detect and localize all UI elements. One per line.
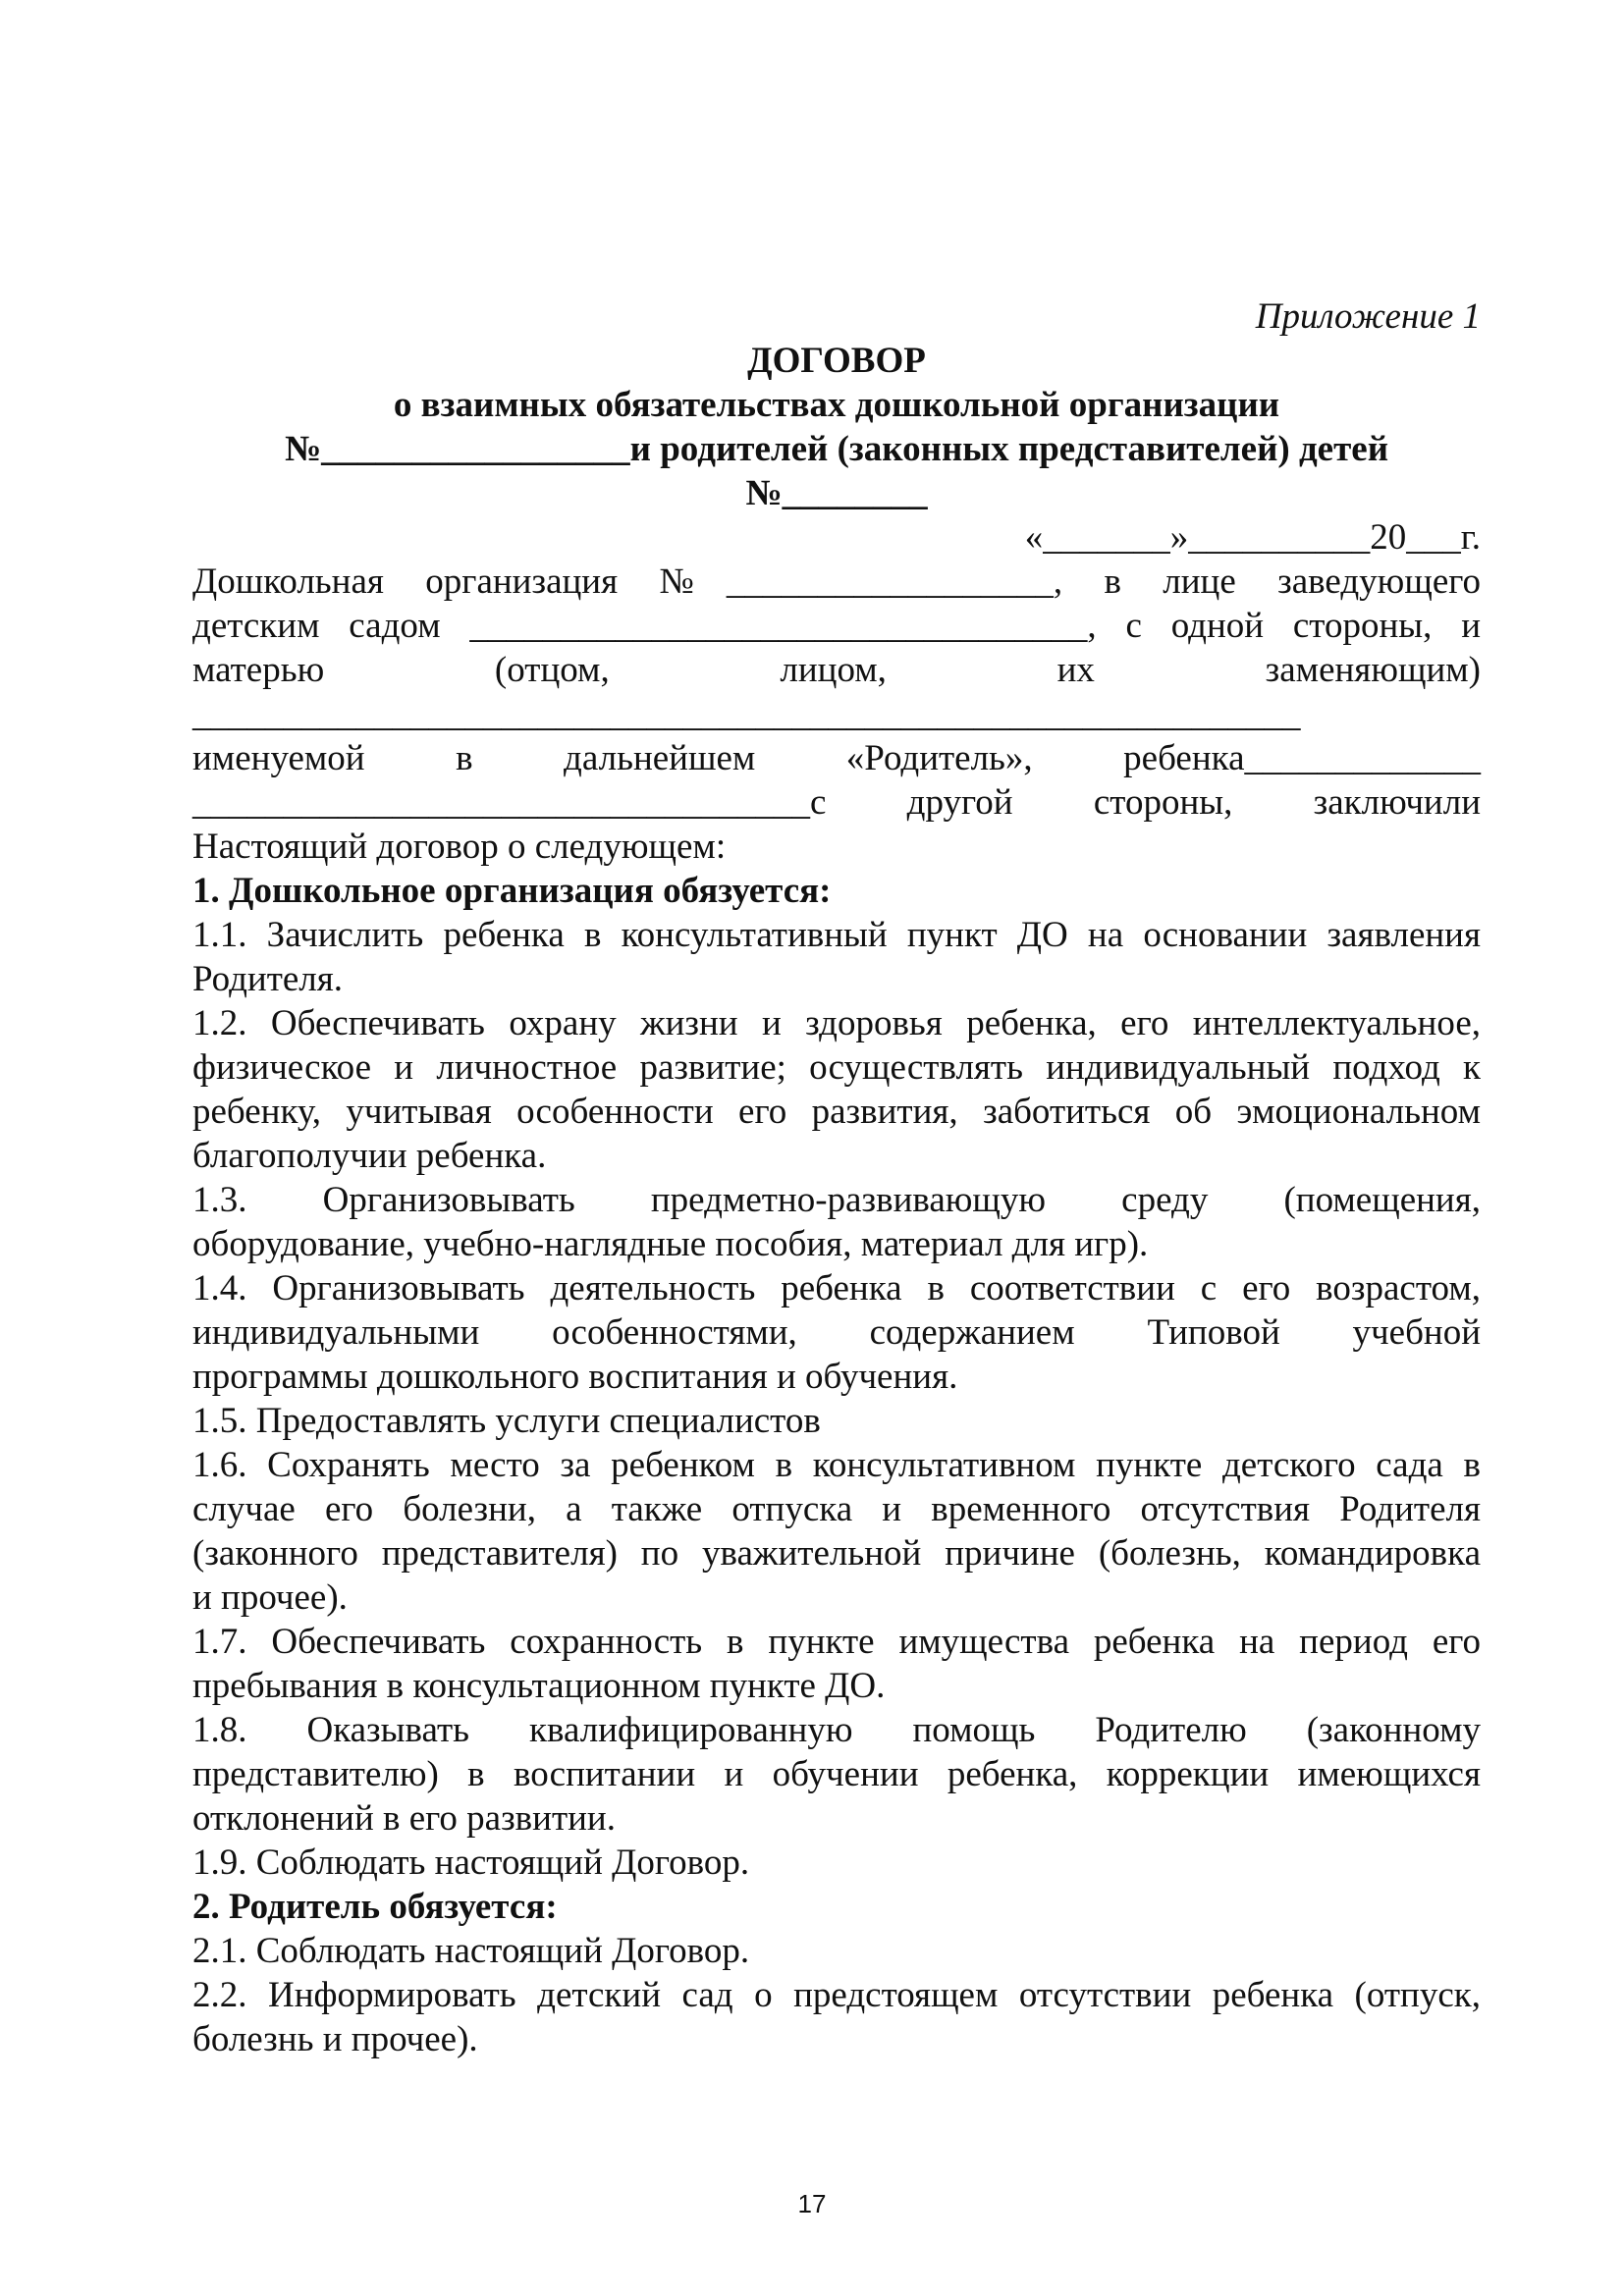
section-1-line: пребывания в консультационном пункте ДО. xyxy=(192,1666,886,1706)
section-1-line: 1.2. Обеспечивать охрану жизни и здоровья ребенка, его интеллектуальное, xyxy=(192,1003,1481,1043)
intro-line: Дошкольная организация №__________________, в лице заведующего xyxy=(192,561,1481,602)
section-1-line: 1.1. Зачислить ребенка в консультативный пункт ДО на основании заявления xyxy=(192,915,1481,955)
section-1-heading: 1. Дошкольное организация обязуется: xyxy=(192,871,832,911)
section-1-line: и прочее). xyxy=(192,1577,348,1618)
document-body xyxy=(192,294,1481,2061)
contract-date-line: «_______»__________20___г. xyxy=(1024,517,1481,558)
section-1-line: 1.4. Организовывать деятельность ребенка в соответствии с его возрастом, xyxy=(192,1268,1481,1308)
section-1-line: представителю) в воспитании и обучении ребенка, коррекции имеющихся xyxy=(192,1754,1481,1794)
section-1-line: индивидуальными особенностями, содержанием Типовой учебной xyxy=(192,1312,1481,1353)
intro-line: детским садом __________________________________, с одной стороны, и xyxy=(192,606,1481,646)
page-number: 17 xyxy=(797,2189,827,2218)
section-1-line: 1.5. Предоставлять услуги специалистов xyxy=(192,1401,821,1441)
section-2-line: 2.2. Информировать детский сад о предстоящем отсутствии ребенка (отпуск, xyxy=(192,1975,1481,2015)
section-1-line: (законного представителя) по уважительной причине (болезнь, командировка xyxy=(192,1533,1481,1574)
section-1-line: программы дошкольного воспитания и обучения. xyxy=(192,1357,958,1397)
contract-number: №________ xyxy=(745,473,928,513)
section-1-line: случае его болезни, а также отпуска и временного отсутствия Родителя xyxy=(192,1489,1481,1529)
appendix-label: Приложение 1 xyxy=(1255,296,1481,337)
intro-line: именуемой в дальнейшем «Родитель», ребенка_____________ xyxy=(192,738,1481,778)
section-1-line: 1.6. Сохранять место за ребенком в консультативном пункте детского сада в xyxy=(192,1445,1481,1485)
section-1-line: отклонений в его развитии. xyxy=(192,1798,616,1839)
section-2-line: 2.1. Соблюдать настоящий Договор. xyxy=(192,1931,750,1971)
intro-line: __________________________________с другой стороны, заключили xyxy=(192,782,1481,823)
section-1-line: оборудование, учебно-наглядные пособия, материал для игр). xyxy=(192,1224,1149,1264)
section-2-heading: 2. Родитель обязуется: xyxy=(192,1887,558,1927)
section-1-line: 1.9. Соблюдать настоящий Договор. xyxy=(192,1842,750,1883)
intro-line: матерью (отцом, лицом, их заменяющим) xyxy=(192,650,1481,690)
intro-line: Настоящий договор о следующем: xyxy=(192,827,727,867)
section-1-line: 1.3. Организовывать предметно-развивающую среду (помещения, xyxy=(192,1180,1481,1220)
intro-blank-line: _____________________________________________________________ xyxy=(192,694,1301,734)
document-subtitle-line-2: №_________________и родителей (законных представителей) детей xyxy=(284,429,1389,469)
section-2-line: болезнь и прочее). xyxy=(192,2019,478,2059)
document-title: ДОГОВОР xyxy=(747,341,926,381)
section-1-line: 1.8. Оказывать квалифицированную помощь Родителю (законному xyxy=(192,1710,1481,1750)
section-1-line: ребенку, учитывая особенности его развития, заботиться об эмоциональном xyxy=(192,1092,1481,1132)
section-1-line: благополучии ребенка. xyxy=(192,1136,547,1176)
section-1-line: Родителя. xyxy=(192,959,344,999)
document-subtitle-line-1: о взаимных обязательствах дошкольной организации xyxy=(393,385,1280,425)
section-1-line: физическое и личностное развитие; осуществлять индивидуальный подход к xyxy=(192,1047,1481,1088)
section-1-line: 1.7. Обеспечивать сохранность в пункте имущества ребенка на период его xyxy=(192,1622,1481,1662)
